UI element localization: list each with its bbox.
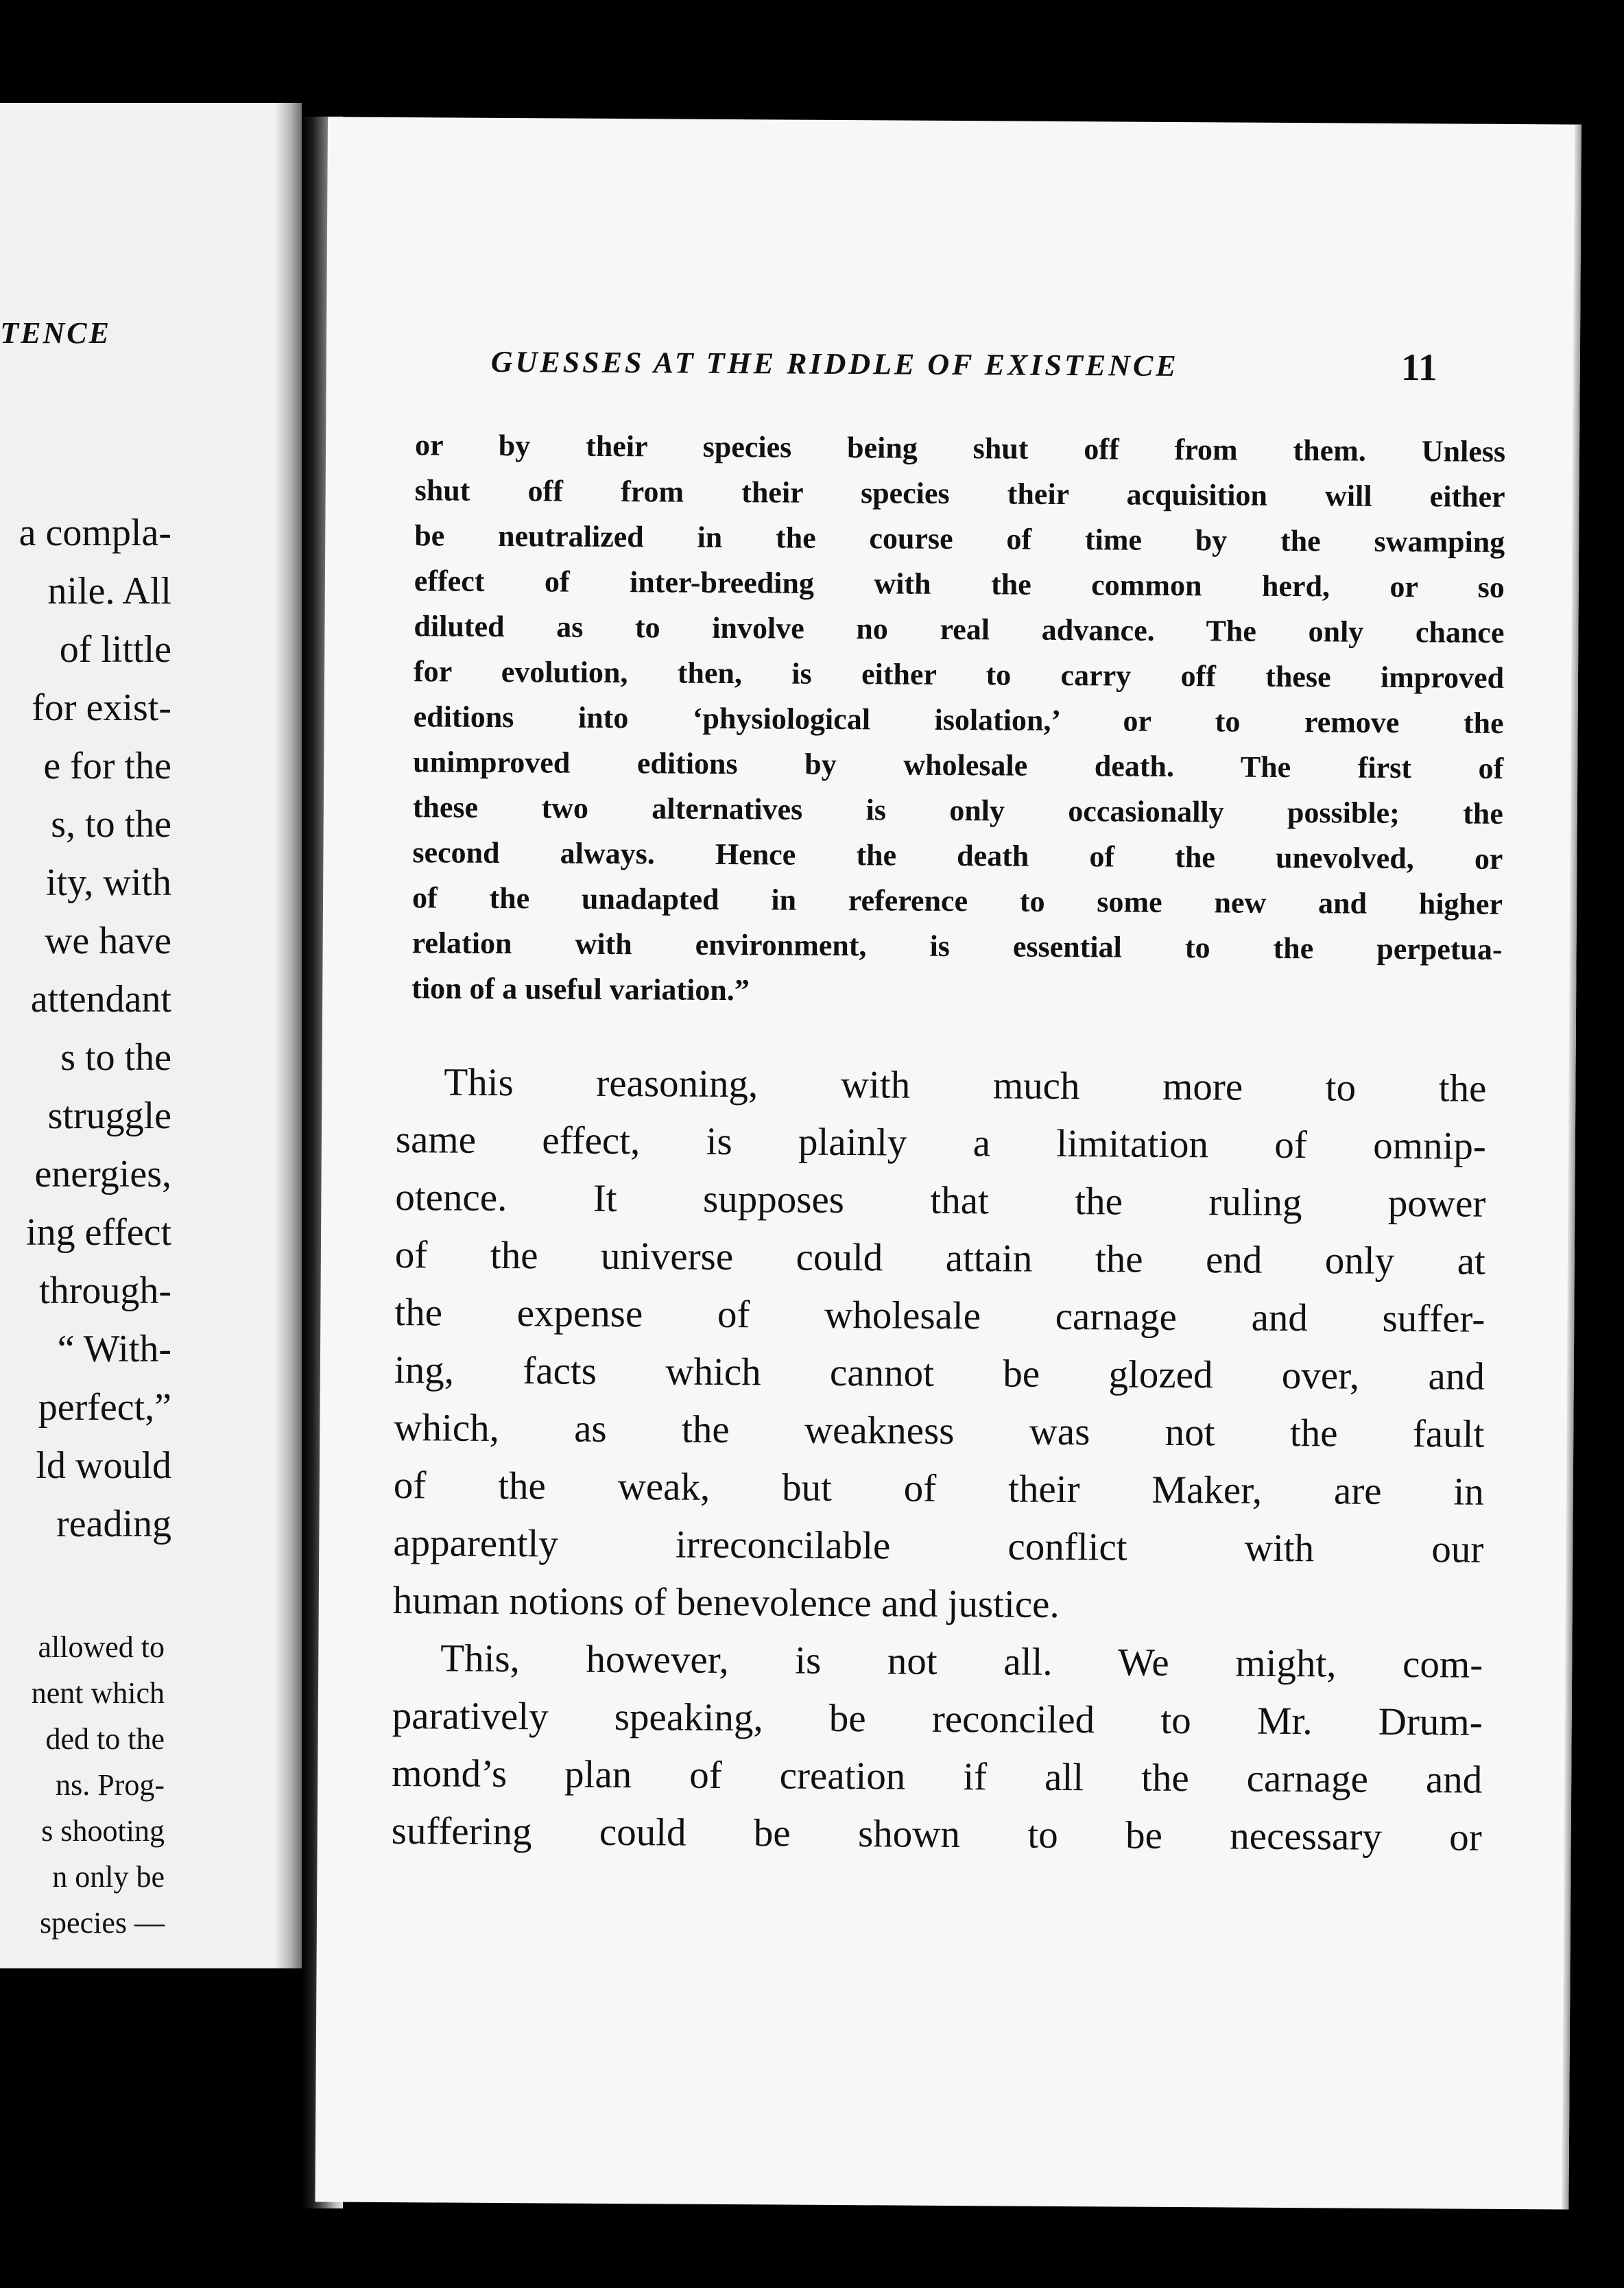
running-title: GUESSES AT THE RIDDLE OF EXISTENCE xyxy=(490,344,1179,383)
left-footnote-line: nent which xyxy=(31,1676,165,1710)
quote-line: relation with environment, is essential to the perpetua- xyxy=(411,926,1503,966)
left-text-line: s, to the xyxy=(51,803,171,846)
quote-line: second always. Hence the death of the unevolved, or xyxy=(412,835,1503,876)
paragraph-line: same effect, is plainly a limitation of omnip- xyxy=(395,1118,1487,1168)
left-text-line: nile. All xyxy=(47,570,171,612)
left-text-line: perfect,” xyxy=(38,1386,171,1429)
quotation-block xyxy=(411,422,1505,1018)
page-number: 11 xyxy=(1400,346,1438,390)
paragraph-line: suffering could be shown to be necessary or xyxy=(391,1809,1482,1859)
quote-line: diluted as to involve no real advance. The only chance xyxy=(414,609,1505,650)
paragraph-line: human notions of benevolence and justice. xyxy=(392,1579,1060,1626)
left-text-line: for exist- xyxy=(32,687,171,729)
quote-line: be neutralized in the course of time by the swamping xyxy=(414,519,1505,559)
quote-line: tion of a useful variation.” xyxy=(411,971,750,1008)
quote-line: of the unadapted in reference to some new and higher xyxy=(411,881,1503,921)
paragraph-line: of the universe could attain the end only at xyxy=(394,1233,1486,1283)
left-text-line: attendant xyxy=(30,978,171,1021)
paragraph-line: This, however, is not all. We might, com- xyxy=(440,1636,1483,1687)
quote-line: effect of inter-breeding with the common herd, or so xyxy=(414,564,1505,604)
left-text-line: we have xyxy=(44,920,171,962)
left-text-line: ity, with xyxy=(45,861,171,904)
left-footnote-line: allowed to xyxy=(38,1630,165,1664)
paragraph-1 xyxy=(393,1053,1487,1636)
left-page xyxy=(0,103,302,1968)
right-page xyxy=(315,117,1581,2209)
paragraph-line: paratively speaking, be reconciled to Mr. Drum- xyxy=(392,1694,1483,1744)
quote-line: for evolution, then, is either to carry off these improved xyxy=(413,654,1505,695)
paragraph-line: otence. It supposes that the ruling power xyxy=(395,1176,1486,1226)
left-page-text xyxy=(19,504,171,1553)
left-footnote xyxy=(32,1624,165,1946)
page-edge xyxy=(1562,125,1581,2210)
paragraph-2 xyxy=(391,1630,1483,1867)
quote-line: unimproved editions by wholesale death. The first of xyxy=(413,745,1504,785)
left-page-gutter-shadow xyxy=(274,103,302,1968)
left-footnote-line: ded to the xyxy=(45,1722,165,1756)
left-text-line: ing effect xyxy=(26,1211,171,1254)
paragraph-line: ing, facts which cannot be glozed over, and xyxy=(394,1348,1485,1398)
left-text-line: energies, xyxy=(34,1153,171,1195)
quote-line: editions into ‘physiological isolation,’ or to remove the xyxy=(413,700,1504,740)
left-text-line: through- xyxy=(39,1270,171,1312)
left-text-line: struggle xyxy=(47,1095,171,1137)
left-footnote-line: s shooting xyxy=(41,1814,165,1848)
left-footnote-line: ns. Prog- xyxy=(56,1768,165,1802)
left-text-line: s to the xyxy=(60,1036,171,1079)
paragraph-line: apparently irreconcilable conflict with our xyxy=(393,1521,1484,1571)
left-text-line: reading xyxy=(56,1503,171,1545)
paragraph-line: of the weak, but of their Maker, are in xyxy=(393,1464,1484,1514)
running-head xyxy=(491,344,1451,398)
left-footnote-line: species — xyxy=(39,1906,165,1940)
left-text-line: “ With- xyxy=(57,1328,171,1370)
left-text-line: of little xyxy=(59,628,171,671)
left-text-line: a compla- xyxy=(19,512,171,554)
left-running-head: TENCE xyxy=(0,316,111,350)
paragraph-line: which, as the weakness was not the fault xyxy=(394,1406,1485,1456)
left-text-line: ld would xyxy=(36,1444,171,1487)
paragraph-line: the expense of wholesale carnage and suffer- xyxy=(394,1291,1485,1341)
left-footnote-line: n only be xyxy=(52,1860,165,1894)
quote-line: shut off from their species their acquisition will either xyxy=(414,473,1505,514)
quote-line: or by their species being shut off from them. Unless xyxy=(414,428,1506,468)
paragraph-line: This reasoning, with much more to the xyxy=(444,1060,1487,1110)
paragraph-line: mond’s plan of creation if all the carnage and xyxy=(392,1752,1483,1802)
left-text-line: e for the xyxy=(43,745,171,787)
quote-line: these two alternatives is only occasionally possible; the xyxy=(412,790,1503,831)
